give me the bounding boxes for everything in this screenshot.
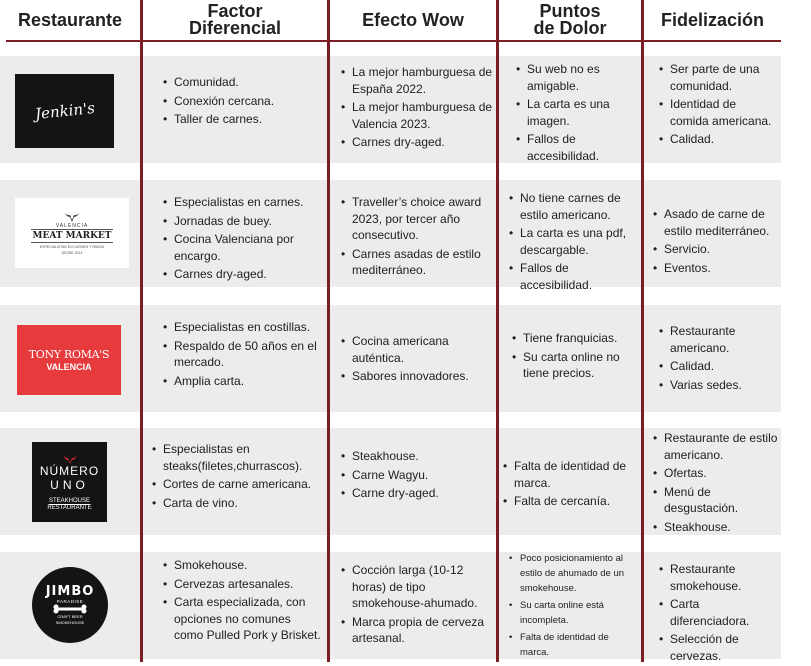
row5-puntos: [509, 551, 639, 662]
header-factor-line1: Factor: [207, 1, 263, 21]
meatmarket-logo: [15, 198, 129, 268]
numerouno-logo: [32, 442, 107, 522]
row1-puntos: [516, 61, 634, 166]
jimbo-badge: [32, 567, 108, 643]
jimbo-main: JIMBO: [45, 584, 95, 599]
list-item: • Eventos.: [653, 260, 781, 277]
header-restaurante-label: Restaurante: [17, 9, 123, 30]
jimbo-logo: [32, 566, 108, 644]
list-item: • Falta de identidad de marca.: [509, 630, 639, 660]
list-item: • Varias sedes.: [659, 377, 777, 394]
list-item: • Smokehouse.: [163, 557, 323, 574]
header-factor-line2: Diferencial: [188, 18, 282, 38]
list-item: • Su carta online no tiene precios.: [512, 349, 638, 382]
list-item: • Cocina americana auténtica.: [341, 333, 493, 366]
jimbo-bottom: CRAFT BEER SMOKEHOUSE: [55, 614, 85, 625]
list-item: • Cocción larga (10-12 horas) de tipo smokehouse-ahumado.: [341, 562, 493, 612]
bull-icon: [62, 454, 78, 464]
list-item: • Comunidad.: [163, 74, 323, 91]
numerouno-line4: RESTAURANTE: [47, 504, 92, 511]
header-factor: [143, 0, 327, 40]
meatmarket-top: VALENCIA: [55, 223, 89, 229]
list-item: • Especialistas en costillas.: [163, 319, 323, 336]
list-item: • La carta es una imagen.: [516, 96, 634, 129]
numerouno-line2: UNO: [50, 477, 89, 492]
list-item: • Carta de vino.: [152, 495, 324, 512]
column-divider: [327, 0, 330, 662]
list-item: • Calidad.: [659, 131, 777, 148]
row4-fidelizacion: [653, 430, 781, 537]
row4-efecto: [341, 448, 493, 504]
list-item: • Cocina Valenciana por encargo.: [163, 231, 323, 264]
jimbo-top: PARADISE: [56, 599, 84, 604]
meatmarket-year: DESDE 2014: [61, 251, 83, 255]
meatmarket-sub: ESPECIALISTAS EN CARNES Y BRASA: [39, 245, 105, 249]
header-efecto-label: Efecto Wow: [362, 9, 464, 30]
row4-puntos: [503, 458, 639, 512]
row2-puntos: [509, 190, 639, 295]
list-item: • La mejor hamburguesa de España 2022.: [341, 64, 493, 97]
row1-efecto: [341, 64, 493, 153]
row3-efecto: [341, 333, 493, 387]
row1-fidelizacion: [659, 61, 777, 150]
list-item: • Especialistas en steaks(filetes,churrascos).: [152, 441, 324, 474]
list-item: • Poco posicionamiento al estilo de ahumado de un smokehouse.: [509, 551, 639, 596]
list-item: • Su carta online está incompleta.: [509, 598, 639, 628]
column-divider: [140, 0, 143, 662]
list-item: • Su web no es amigable.: [516, 61, 634, 94]
list-item: • Steakhouse.: [341, 448, 493, 465]
header-restaurante: [0, 0, 140, 40]
list-item: • Carta diferenciadora.: [659, 596, 779, 629]
list-item: • Selección de cervezas.: [659, 631, 779, 664]
list-item: • Identidad de comida americana.: [659, 96, 777, 129]
row3-puntos: [512, 330, 638, 384]
list-item: • Respaldo de 50 años en el mercado.: [163, 338, 323, 371]
header-puntos: [499, 0, 641, 40]
list-item: • Servicio.: [653, 241, 781, 258]
bull-icon: [64, 211, 80, 223]
row2-fidelizacion: [653, 206, 781, 278]
list-item: • Tiene franquicias.: [512, 330, 638, 347]
list-item: • La carta es una pdf, descargable.: [509, 225, 639, 258]
list-item: • Menú de desgustación.: [653, 484, 781, 517]
list-item: • Fallos de accesibilidad.: [516, 131, 634, 164]
list-item: • Asado de carne de estilo mediterráneo.: [653, 206, 781, 239]
header-fidelizacion-label: Fidelización: [660, 9, 765, 30]
row4-factor: [152, 441, 324, 513]
list-item: • Cervezas artesanales.: [163, 576, 323, 593]
list-item: • Conexión cercana.: [163, 93, 323, 110]
row1-factor: [163, 74, 323, 130]
list-item: • Falta de identidad de marca.: [503, 458, 639, 491]
list-item: • Traveller’s choice award 2023, por tercer año consecutivo.: [341, 194, 493, 244]
row5-efecto: [341, 562, 493, 649]
list-item: • Marca propia de cerveza artesanal.: [341, 614, 493, 647]
header-efecto: [330, 0, 496, 40]
list-item: • Carnes asadas de estilo mediterráneo.: [341, 246, 493, 279]
list-item: • Carne dry-aged.: [341, 485, 493, 502]
list-item: • Steakhouse.: [653, 519, 781, 536]
header-puntos-line2: de Dolor: [533, 18, 607, 38]
list-item: • Ofertas.: [653, 465, 781, 482]
row2-efecto: [341, 194, 493, 281]
list-item: • Especialistas en carnes.: [163, 194, 323, 211]
header-divider: [6, 40, 781, 42]
list-item: • Amplia carta.: [163, 373, 323, 390]
list-item: • Ser parte de una comunidad.: [659, 61, 777, 94]
tonyromas-sub: VALENCIA: [46, 362, 92, 372]
list-item: • Carnes dry-aged.: [341, 134, 493, 151]
list-item: • Carnes dry-aged.: [163, 266, 323, 283]
list-item: • Sabores innovadores.: [341, 368, 493, 385]
list-item: • Taller de carnes.: [163, 111, 323, 128]
column-divider: [496, 0, 499, 662]
jenkins-logo-text: Jenkin's: [33, 98, 96, 124]
tonyromas-logo: [17, 325, 121, 395]
list-item: • La mejor hamburguesa de Valencia 2023.: [341, 99, 493, 132]
list-item: • Carta especializada, con opciones no comunes como Pulled Pork y Brisket.: [163, 594, 323, 644]
bone-icon: [53, 604, 87, 614]
row2-factor: [163, 194, 323, 285]
tonyromas-main: TONY ROMA'S: [28, 348, 110, 361]
list-item: • Calidad.: [659, 358, 777, 375]
jenkins-logo: [15, 74, 114, 148]
list-item: • Restaurante smokehouse.: [659, 561, 779, 594]
list-item: • Jornadas de buey.: [163, 213, 323, 230]
list-item: • Cortes de carne americana.: [152, 476, 324, 493]
list-item: • Falta de cercanía.: [503, 493, 639, 510]
row3-factor: [163, 319, 323, 391]
list-item: • Carne Wagyu.: [341, 467, 493, 484]
list-item: • Restaurante americano.: [659, 323, 777, 356]
list-item: • Fallos de accesibilidad.: [509, 260, 639, 293]
numerouno-line1: NÚMERO: [39, 463, 100, 478]
numerouno-line3: STEAKHOUSE: [48, 497, 90, 504]
column-divider: [641, 0, 644, 662]
header-puntos-line1: Puntos: [539, 1, 601, 21]
list-item: • No tiene carnes de estilo americano.: [509, 190, 639, 223]
list-item: • Restaurante de estilo americano.: [653, 430, 781, 463]
row5-factor: [163, 557, 323, 646]
header-fidelizacion: [644, 0, 781, 40]
row5-fidelizacion: [659, 561, 779, 666]
meatmarket-main: MEAT MARKET: [32, 231, 112, 241]
row3-fidelizacion: [659, 323, 777, 395]
